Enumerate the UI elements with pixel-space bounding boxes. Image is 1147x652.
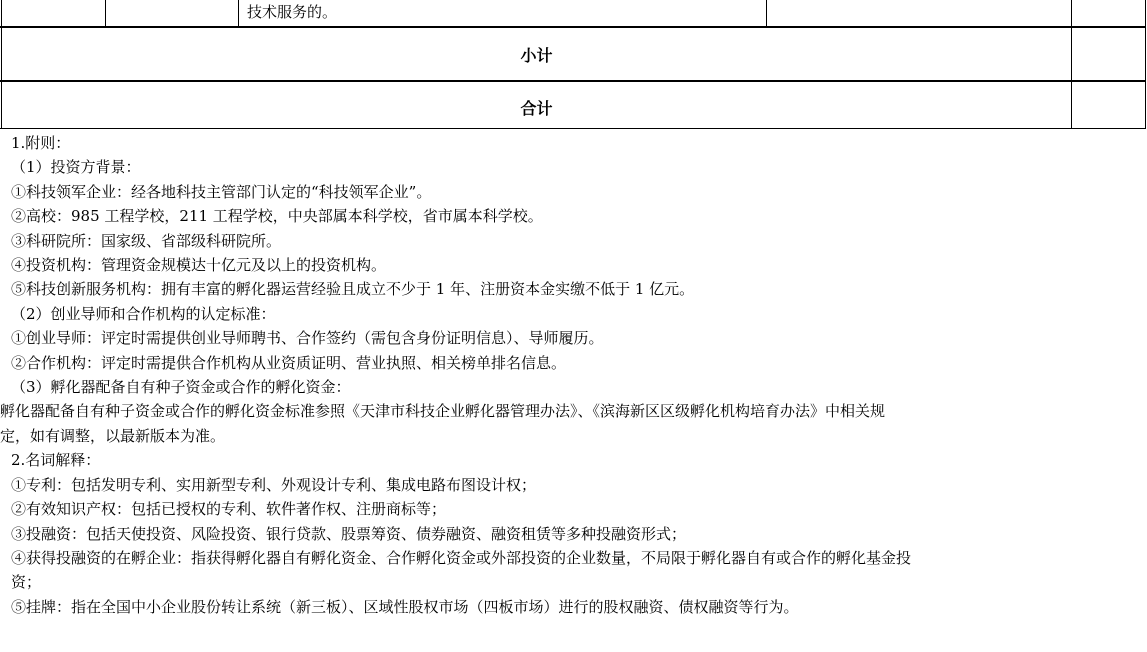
table-column-divider	[766, 0, 767, 27]
total-label: 合计	[520, 99, 553, 118]
note-line: ①科技领军企业：经各地科技主管部门认定的“科技领军企业”。	[11, 182, 432, 201]
note-line: 定，如有调整，以最新版本为准。	[0, 426, 226, 445]
notes-section	[0, 131, 1137, 619]
table-border-right	[1145, 0, 1146, 129]
note-line: （1）投资方背景：	[11, 158, 141, 177]
note-line: ①专利：包括发明专利、实用新型专利、外观设计专利、集成电路布图设计权；	[11, 475, 537, 494]
table-cell-text: 技术服务的。	[247, 3, 338, 21]
note-line: ④获得投融资的在孵企业：指获得孵化器自有孵化资金、合作孵化资金或外部投资的企业数量，不局限于孵化器自有或合作的孵化基金投	[11, 548, 912, 567]
table-border-bottom	[0, 128, 1146, 129]
table-column-divider	[1071, 0, 1072, 129]
table-row-divider	[0, 27, 1146, 28]
table-column-divider	[238, 0, 239, 27]
note-line: ③科研院所：国家级、省部级科研院所。	[11, 231, 282, 250]
note-line: （2）创业导师和合作机构的认定标准：	[11, 304, 276, 323]
note-line: ③投融资：包括天使投资、风险投资、银行贷款、股票筹资、债券融资、融资租赁等多种投融资形式；	[11, 524, 687, 543]
table-column-divider	[105, 0, 106, 27]
subtotal-label: 小计	[520, 46, 553, 65]
note-line: ②有效知识产权：包括已授权的专利、软件著作权、注册商标等；	[11, 500, 447, 519]
note-line: ②合作机构：评定时需提供合作机构从业资质证明、营业执照、相关榜单排名信息。	[11, 353, 567, 372]
note-line: 资；	[11, 573, 42, 592]
note-line: ⑤科技创新服务机构：拥有丰富的孵化器运营经验且成立不少于 1 年、注册资本金实缴不低于 1 亿元。	[11, 280, 695, 299]
note-line: 1.附则：	[11, 134, 71, 152]
note-line: ①创业导师：评定时需提供创业导师聘书、合作签约（需包含身份证明信息）、导师履历。	[11, 329, 604, 348]
note-line: 2.名词解释：	[11, 451, 101, 470]
note-line: ⑤挂牌：指在全国中小企业股份转让系统（新三板）、区域性股权市场（四板市场）进行的股权融资、债权融资等行为。	[11, 597, 799, 616]
note-line: 孵化器配备自有种子资金或合作的孵化资金标准参照《天津市科技企业孵化器管理办法》、《滨海新区区级孵化机构培育办法》中相关规	[0, 402, 886, 421]
note-line: （3）孵化器配备自有种子资金或合作的孵化资金：	[11, 378, 351, 397]
note-line: ②高校：985 工程学校，211 工程学校，中央部属本科学校，省市属本科学校。	[11, 207, 543, 226]
note-line: ④投资机构：管理资金规模达十亿元及以上的投资机构。	[11, 256, 387, 275]
table-row-divider	[0, 81, 1146, 82]
